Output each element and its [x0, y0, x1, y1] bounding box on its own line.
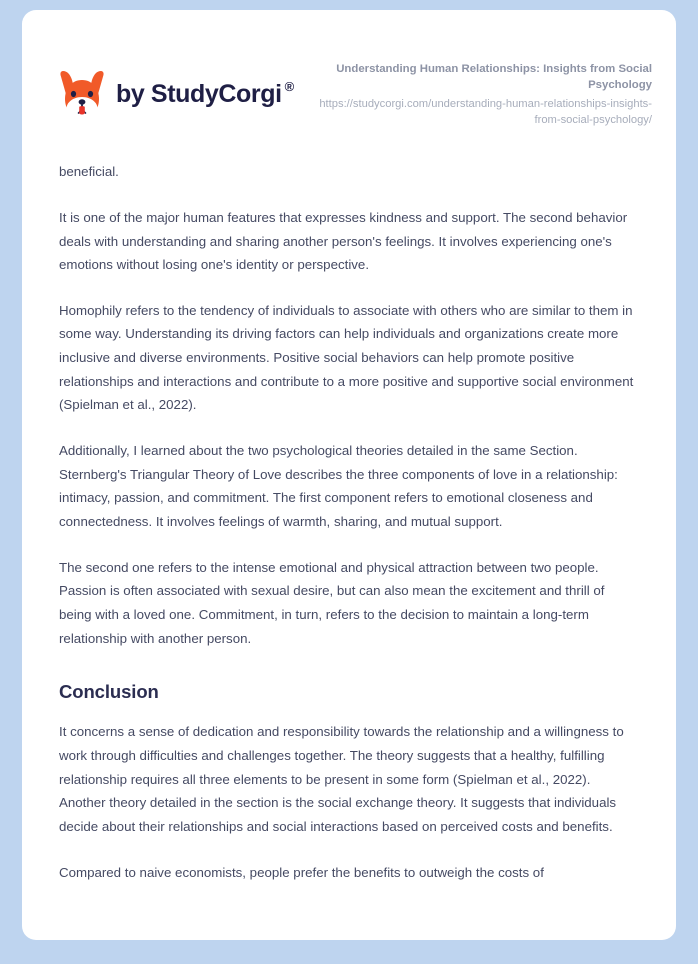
paragraph: Compared to naive economists, people prefer the benefits to outweigh the costs of	[59, 864, 544, 880]
paragraph: Homophily refers to the tendency of individuals to associate with others who are similar to them in some way. Understanding its driving factors can help individuals and organizations create more inclusive and diverse environments. Positive social behaviors can help promote positive relationships and interactions and contribute to a more positive and supportive social environment (Spielman et al., 2022).	[59, 302, 634, 413]
corgi-dog-head-icon	[59, 68, 105, 120]
section-heading-conclusion: Conclusion	[59, 681, 159, 703]
document-header	[22, 10, 676, 129]
paragraph: beneficial.	[59, 164, 119, 180]
brand-wordmark	[116, 78, 294, 108]
header-document-meta	[302, 59, 652, 129]
paragraph: It concerns a sense of dedication and responsibility towards the relationship and a willingness to work through difficulties and challenges together. The theory suggests that a healthy, fulfilling relationship requires all three elements to be present in some form (Spielman et al., 2022). Another theory detailed in the section is the social exchange theory. It suggests that individuals decide about their relationships and social interactions based on perceived costs and benefits.	[59, 724, 624, 835]
registered-trademark-icon: ®	[284, 78, 294, 94]
document-title: Understanding Human Relationships: Insights from Social Psychology	[336, 63, 652, 92]
paragraph: It is one of the major human features that expresses kindness and support. The second behavior deals with understanding and sharing another person's feelings. It involves experiencing one's emotions without losing one's identity or perspective.	[59, 209, 628, 273]
document-body	[22, 160, 676, 884]
article-paper-card	[22, 10, 676, 940]
brand-logo-block[interactable]	[59, 68, 294, 120]
document-url[interactable]: https://studycorgi.com/understanding-human-relationships-insights-from-social-psychology/	[319, 98, 652, 127]
paragraph: The second one refers to the intense emotional and physical attraction between two people. Passion is often associated with sexual desire, but can also mean the excitement and thrill of being with a loved one. Commitment, in turn, refers to the decision to maintain a long-term relationship with another person.	[59, 559, 605, 646]
paragraph: Additionally, I learned about the two psychological theories detailed in the same Section. Sternberg's Triangular Theory of Love describes the three components of love in a relationship: intimacy, passion, and commitment. The first component refers to emotional closeness and connectedness. It involves feelings of warmth, sharing, and mutual support.	[59, 443, 618, 530]
brand-name-text: by StudyCorgi	[116, 79, 282, 108]
